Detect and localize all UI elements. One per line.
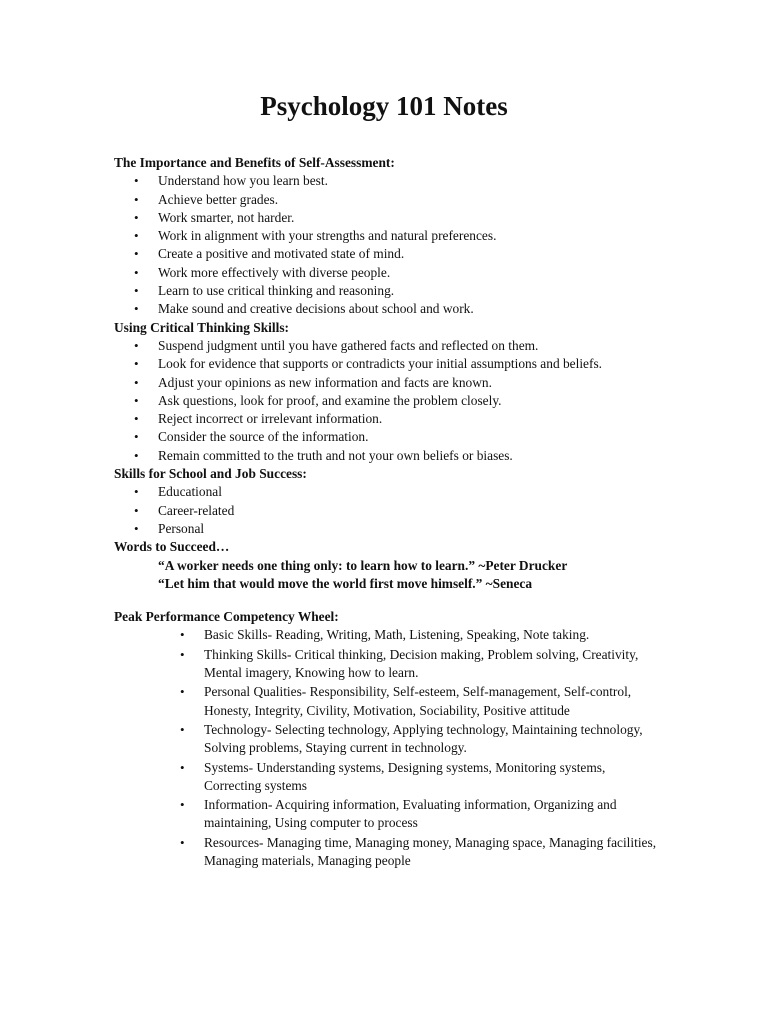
list-item: • Thinking Skills- Critical thinking, Decision making, Problem solving, Creativity, Mental imagery, Knowing how to learn. <box>204 646 660 683</box>
section-heading-critical-thinking: Using Critical Thinking Skills: <box>114 319 290 335</box>
list-item: • Work smarter, not harder. <box>158 209 674 227</box>
list-item: • Ask questions, look for proof, and examine the problem closely. <box>158 392 674 410</box>
list-item: • Career-related <box>158 502 674 520</box>
section-spacer <box>114 593 674 608</box>
list-item: • Make sound and creative decisions about school and work. <box>158 300 674 318</box>
list-item: • Basic Skills- Reading, Writing, Math, Listening, Speaking, Note taking. <box>204 626 660 644</box>
list-item: • Work in alignment with your strengths and natural preferences. <box>158 227 674 245</box>
list-item: • Create a positive and motivated state of mind. <box>158 245 674 263</box>
list-item: • Adjust your opinions as new information and facts are known. <box>158 374 674 392</box>
section-heading-words: Words to Succeed… <box>114 539 230 555</box>
list-item: • Personal <box>158 520 674 538</box>
section-heading-self-assessment: The Importance and Benefits of Self-Assessment: <box>114 155 395 170</box>
list-item: • Reject incorrect or irrelevant information. <box>158 410 674 428</box>
list-item: • Systems- Understanding systems, Designing systems, Monitoring systems, Correcting systems <box>204 759 660 796</box>
list-item: • Look for evidence that supports or contradicts your initial assumptions and beliefs. <box>158 355 674 373</box>
list-item: • Learn to use critical thinking and reasoning. <box>158 282 674 300</box>
list-self-assessment <box>114 172 674 318</box>
list-critical-thinking <box>114 337 674 465</box>
list-item: • Resources- Managing time, Managing money, Managing space, Managing facilities, Managing materials, Managing people <box>204 834 660 871</box>
list-item: • Information- Acquiring information, Evaluating information, Organizing and maintaining, Using computer to process <box>204 796 660 833</box>
list-item: • Suspend judgment until you have gathered facts and reflected on them. <box>158 337 674 355</box>
list-item: • Understand how you learn best. <box>158 172 674 190</box>
list-item: • Remain committed to the truth and not your own beliefs or biases. <box>158 447 674 465</box>
list-item: • Personal Qualities- Responsibility, Self-esteem, Self-management, Self-control, Honesty, Integrity, Civility, Motivation, Sociability, Positive attitude <box>204 683 660 720</box>
list-skills <box>114 483 674 538</box>
list-item: • Achieve better grades. <box>158 191 674 209</box>
section-heading-skills: Skills for School and Job Success: <box>114 466 307 482</box>
list-item: • Technology- Selecting technology, Applying technology, Maintaining technology, Solving problems, Staying current in technology. <box>204 721 660 758</box>
list-item: • Work more effectively with diverse people. <box>158 264 674 282</box>
quotes-block <box>114 557 674 594</box>
list-competency-wheel <box>114 626 674 870</box>
quote-seneca: “Let him that would move the world first move himself.” ~Seneca <box>158 575 533 591</box>
quote-drucker: “A worker needs one thing only: to learn how to learn.” ~Peter Drucker <box>158 557 568 573</box>
page-title: Psychology 101 Notes <box>260 91 508 121</box>
list-item: • Consider the source of the information. <box>158 428 674 446</box>
list-item: • Educational <box>158 483 674 501</box>
notes-content <box>114 154 674 871</box>
section-heading-wheel: Peak Performance Competency Wheel: <box>114 609 339 625</box>
